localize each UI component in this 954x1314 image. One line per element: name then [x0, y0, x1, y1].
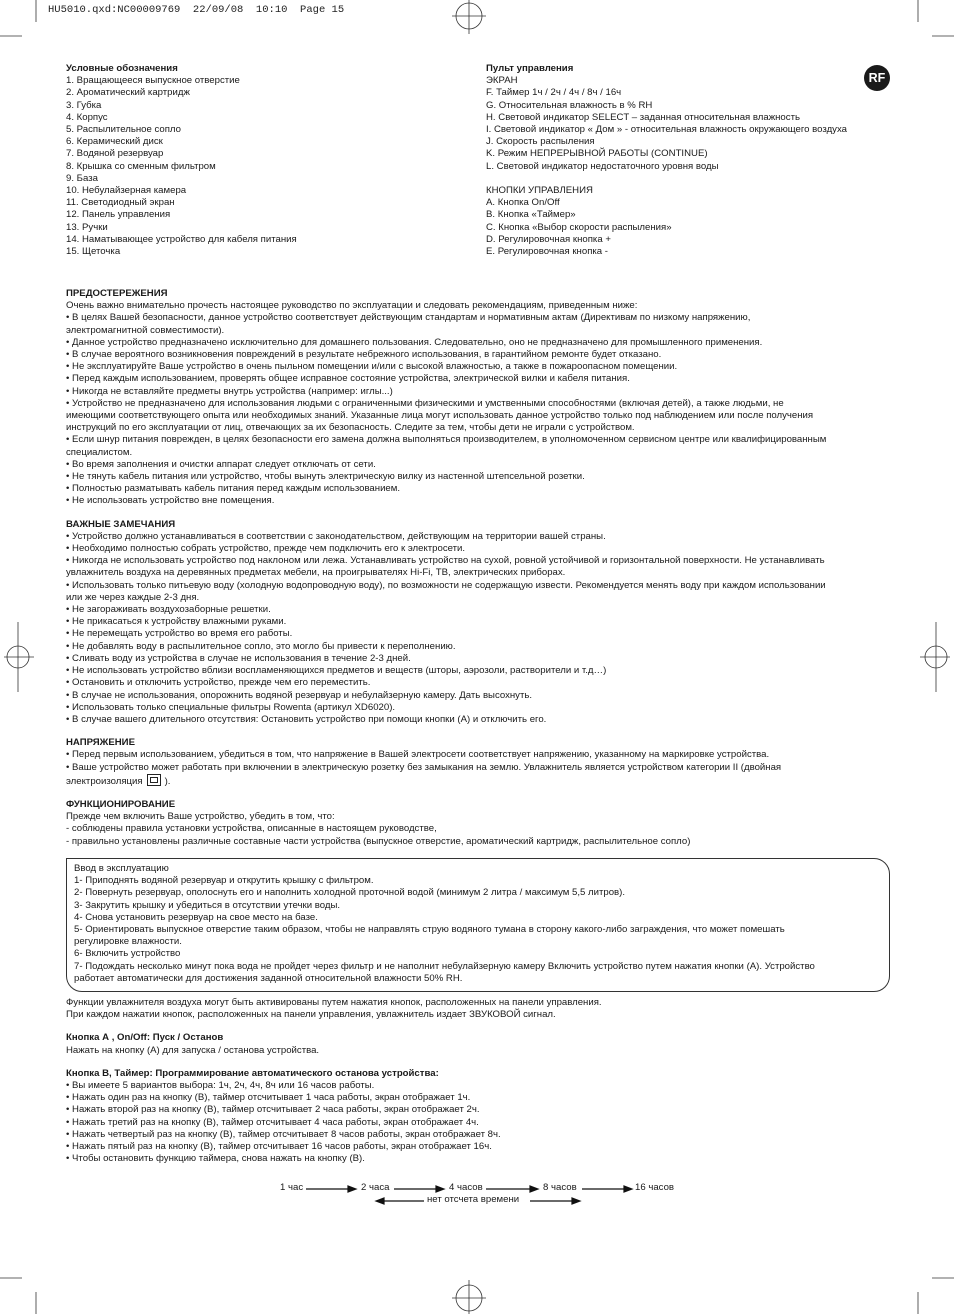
startup-line: работает автоматически для достижения заданной относительной влажности 50% RH. — [74, 972, 463, 984]
voltage-title: НАПРЯЖЕНИЕ — [66, 737, 135, 749]
legend-item: 1. Вращающееся выпускное отверстие — [66, 75, 240, 87]
legend-column — [66, 63, 297, 258]
legend-item: 10. Небулайзерная камера — [66, 185, 187, 197]
screen-label: ЭКРАН — [486, 75, 518, 87]
legend-list — [66, 75, 297, 258]
warnings-line: • Если шнур питания поврежден, в целях безопасности его замена должна выполняться производителем, в уполномоченном сервисном центре или квалифицированным — [66, 434, 827, 446]
legend-item: 9. База — [66, 172, 98, 184]
warnings-line: Очень важно внимательно прочесть настоящее руководство по эксплуатации и следовать рекомендациям, приведенным ниже: — [66, 300, 638, 312]
button-b-line: • Нажать пятый раз на кнопку (B), таймер отсчитывает 16 часов работы, экран отображает 16ч. — [66, 1141, 492, 1153]
notes-line: • Никогда не использовать устройство под наклоном или лежа. Устанавливать устройство на сухой, ровной устойчивой и горизонтальной поверхности. Не устанавливать — [66, 555, 825, 567]
notes-line: • Остановить и отключить устройство, прежде чем его переместить. — [66, 677, 371, 689]
warnings-line: специалистом. — [66, 446, 133, 458]
timer-flow — [270, 1180, 700, 1210]
startup-line: 6- Включить устройство — [74, 948, 181, 960]
voltage-last-line: электроизоляция ). — [66, 775, 171, 787]
notes-line: или же через каждые 2-3 дня. — [66, 591, 200, 603]
screen-item: L. Световой индикатор недостаточного уровня воды — [486, 160, 719, 172]
timer-return-label: нет отсчета времени — [427, 1194, 520, 1205]
button-b-line: • Нажать четвертый раз на кнопку (B), таймер отсчитывает 8 часов работы, экран отображает 8ч. — [66, 1128, 501, 1140]
button-item: A. Кнопка On/Off — [486, 197, 560, 209]
button-item: D. Регулировочная кнопка + — [486, 233, 611, 245]
legend-item: 2. Ароматический картридж — [66, 87, 190, 99]
notes-line: • Использовать только специальные фильтры Rowenta (артикул XD6020). — [66, 701, 396, 713]
button-b-line: • Нажать третий раз на кнопку (B), таймер отсчитывает 4 часа работы, экран отображает 4ч. — [66, 1116, 479, 1128]
timer-step: 4 часов — [449, 1182, 483, 1193]
timer-arrows — [270, 1180, 700, 1210]
functions-line: При каждом нажатии кнопок, расположенных на панели управления, увлажнитель издает ЗВУКОВОЙ сигнал. — [66, 1009, 556, 1021]
warnings-line: • Устройство не предназначено для использования людьми с ограниченными физическими и умственными способностями (включая детей), а также людьми, не — [66, 397, 784, 409]
notes-line: • Устройство должно устанавливаться в соответствии с законодательством, действующим на территории вашей страны. — [66, 530, 606, 542]
warnings-line: • В целях Вашей безопасности, данное устройство соответствует действующим стандартам и нормативным актам (Директивам по низкому напряжению, — [66, 312, 751, 324]
warnings-title: ПРЕДОСТЕРЕЖЕНИЯ — [66, 288, 168, 299]
timer-step: 1 час — [280, 1182, 304, 1193]
timer-step: 8 часов — [543, 1182, 577, 1193]
screen-list — [486, 87, 847, 172]
button-item: C. Кнопка «Выбор скорости распыления» — [486, 221, 672, 233]
warnings-line: • Данное устройство предназначено исключительно для домашнего пользования. Следовательно, оно не предназначено для промышленного применения. — [66, 336, 763, 348]
screen-item: J. Скорость распыления — [486, 136, 595, 148]
button-item: E. Регулировочная кнопка - — [486, 246, 608, 258]
startup-line: 3- Закрутить крышку и убедиться в отсутствии утечки воды. — [74, 899, 341, 911]
button-b-line: • Нажать второй раз на кнопку (B), таймер отсчитывает 2 часа работы, экран отображает 2ч. — [66, 1104, 480, 1116]
legend-item: 4. Корпус — [66, 111, 108, 123]
operation-line: - соблюдены правила установки устройства, описанные в настоящем руководстве, — [66, 823, 437, 835]
button-list — [486, 197, 847, 258]
legend-item: 7. Водяной резервуар — [66, 148, 164, 160]
notes-line: • В случае вашего длительного отсутствия: Остановить устройство при помощи кнопки (A) и отключить его. — [66, 713, 547, 725]
button-b-line: • Вы имеете 5 вариантов выбора: 1ч, 2ч, 4ч, 8ч или 16 часов работы. — [66, 1080, 375, 1092]
legend-title: Условные обозначения — [66, 63, 178, 74]
startup-line: 7- Подождать несколько минут пока вода не пройдет через фильтр и не наполнит небулайзерную камеру Включить устройство путем нажатия кнопки (A). Устройство — [74, 960, 815, 972]
warnings-line: электромагнитной совместимости). — [66, 324, 225, 336]
button-b-line: • Чтобы остановить функцию таймера, снова нажать на кнопку (B). — [66, 1153, 365, 1165]
warnings-line: • Не эксплуатируйте Ваше устройство в очень пыльном помещении и/или с высокой влажностью, а также в пожароопасном помещении. — [66, 361, 678, 373]
notes-line: • Не добавлять воду в распылительное сопло, это могло бы привести к переполнению. — [66, 640, 456, 652]
voltage-line: • Перед первым использованием, убедиться в том, что напряжение в Вашей электросети соответствует напряжению, указанному на маркировке устройства. — [66, 749, 770, 761]
button-a-title: Кнопка А , On/Off: Пуск / Останов — [66, 1032, 224, 1044]
notes-line: • Использовать только питьевую воду (холодную водопроводную воду), по возможности не содержащую извести. Рекомендуется менять воду при каждом использовании — [66, 579, 826, 591]
startup-line: Ввод в эксплуатацию — [74, 863, 169, 874]
notes-line: • Не использовать устройство вблизи воспламеняющихся предметов и веществ (шторы, аэрозоли, растворители и т.д…) — [66, 665, 607, 677]
notes-line: • Не перемещать устройство во время его работы. — [66, 628, 293, 640]
legend-item: 8. Крышка со сменным фильтром — [66, 160, 216, 172]
legend-item: 11. Светодиодный экран — [66, 197, 175, 209]
warnings-section — [66, 288, 886, 848]
buttons-label: КНОПКИ УПРАВЛЕНИЯ — [486, 185, 593, 197]
operation-title: ФУНКЦИОНИРОВАНИЕ — [66, 798, 176, 810]
language-badge: RF — [864, 65, 890, 91]
notes-line: • В случае не использования, опорожнить водяной резервуар и небулайзерную камеру. Дать высохнуть. — [66, 689, 533, 701]
startup-line: 4- Снова установить резервуар на свое место на базе. — [74, 911, 318, 923]
button-item: B. Кнопка «Таймер» — [486, 209, 576, 221]
notes-line: • Необходимо полностью собрать устройство, прежде чем подключить его к электросети. — [66, 543, 466, 555]
notes-line: • Не прикасаться к устройству влажными руками. — [66, 616, 287, 628]
legend-item: 15. Щеточка — [66, 246, 121, 258]
operation-line: Прежде чем включить Ваше устройство, убедить в том, что: — [66, 811, 335, 823]
warnings-line: имеющими соответствующего опыта или необходимых знаний. Указанные лица могут использовать данное устройство только под наблюдением или после получения — [66, 410, 814, 422]
screen-item: K. Режим НЕПРЕРЫВНОЙ РАБОТЫ (CONTINUE) — [486, 148, 708, 160]
screen-item: F. Таймер 1ч / 2ч / 4ч / 8ч / 16ч — [486, 87, 622, 99]
legend-item: 14. Наматывающее устройство для кабеля питания — [66, 233, 297, 245]
warnings-line: • Никогда не вставляйте предметы внутрь устройства (например: иглы...) — [66, 385, 393, 397]
button-b-title: Кнопка B, Таймер: Программирование автоматического останова устройства: — [66, 1067, 439, 1079]
warnings-line: • Перед каждым использованием, проверять общее исправное состояние устройства, электрической вилки и кабеля питания. — [66, 373, 630, 385]
file-slug: HU5010.qxd:NC00009769 22/09/08 10:10 Page 15 — [48, 4, 345, 16]
screen-item: I. Световой индикатор « Дом » - относительная влажность окружающего воздуха — [486, 124, 848, 136]
startup-line: 2- Повернуть резервуар, ополоснуть его и наполнить холодной проточной водой (минимум 2 литра / максимум 5,5 литров). — [74, 887, 626, 899]
operation-line: - правильно установлены различные составные части устройства (выпускное отверстие, ароматический картридж, распылительное сопло) — [66, 835, 691, 847]
notes-line: • Сливать воду из устройства в случае не использования в течение 2-3 дней. — [66, 652, 411, 664]
timer-step: 16 часов — [635, 1182, 675, 1193]
controls-section — [66, 997, 886, 1165]
warnings-line: • Во время заполнения и очистки аппарат следует отключать от сети. — [66, 458, 376, 470]
startup-line: регулировке влажности. — [74, 936, 182, 948]
legend-item: 12. Панель управления — [66, 209, 171, 221]
functions-line: Функции увлажнителя воздуха могут быть активированы путем нажатия кнопок, расположенных на панели управления. — [66, 997, 602, 1008]
remote-column — [486, 63, 847, 258]
startup-steps — [74, 863, 815, 985]
remote-title: Пульт управления — [486, 63, 574, 74]
startup-line: 1- Приподнять водяной резервуар и открутить крышку с фильтром. — [74, 875, 374, 887]
timer-step: 2 часа — [361, 1182, 390, 1193]
legend-item: 3. Губка — [66, 99, 102, 111]
voltage-line: • Ваше устройство может работать при включении в электрическую розетку без замыкания на землю. Увлажнитель является устройством категории II (двойная — [66, 761, 782, 773]
warnings-line: • В случае вероятного возникновения повреждений в результате небрежного использования, в гарантийном ремонте будет отказано. — [66, 349, 662, 361]
notes-title: ВАЖНЫЕ ЗАМЕЧАНИЯ — [66, 518, 176, 530]
notes-line: увлажнитель воздуха на деревянных предметах мебели, на проигрывателях Hi-Fi, ТВ, электрических приборах. — [66, 567, 566, 579]
warnings-line: • Не тянуть кабель питания или устройство, чтобы вынуть электрическую вилку из настенной штепсельной розетки. — [66, 471, 585, 483]
screen-item: G. Относительная влажность в % RH — [486, 99, 653, 111]
button-a-line: Нажать на кнопку (A) для запуска / останова устройства. — [66, 1044, 320, 1056]
legend-item: 5. Распылительное сопло — [66, 124, 181, 136]
notes-line: • Не загораживать воздухозаборные решетки. — [66, 604, 271, 616]
double-insulation-icon — [147, 774, 161, 786]
startup-line: 5- Ориентировать выпускное отверстие таким образом, чтобы не направлять струю водяного тумана в сторону какого-либо заграждения, что может помешать — [74, 924, 785, 936]
legend-item: 13. Ручки — [66, 221, 108, 233]
legend-item: 6. Керамический диск — [66, 136, 163, 148]
warnings-line: • Не использовать устройство вне помещения. — [66, 495, 275, 507]
warnings-line: инструкций по его эксплуатации от лиц, отвечающих за их безопасность. Следите за тем, чтобы дети не играли с устройством. — [66, 422, 635, 434]
button-b-line: • Нажать один раз на кнопку (B), таймер отсчитывает 1 часа работы, экран отображает 1ч. — [66, 1092, 471, 1104]
warnings-line: • Полностью разматывать кабель питания перед каждым использованием. — [66, 483, 401, 495]
screen-item: H. Световой индикатор SELECT – заданная относительная влажность — [486, 111, 800, 123]
